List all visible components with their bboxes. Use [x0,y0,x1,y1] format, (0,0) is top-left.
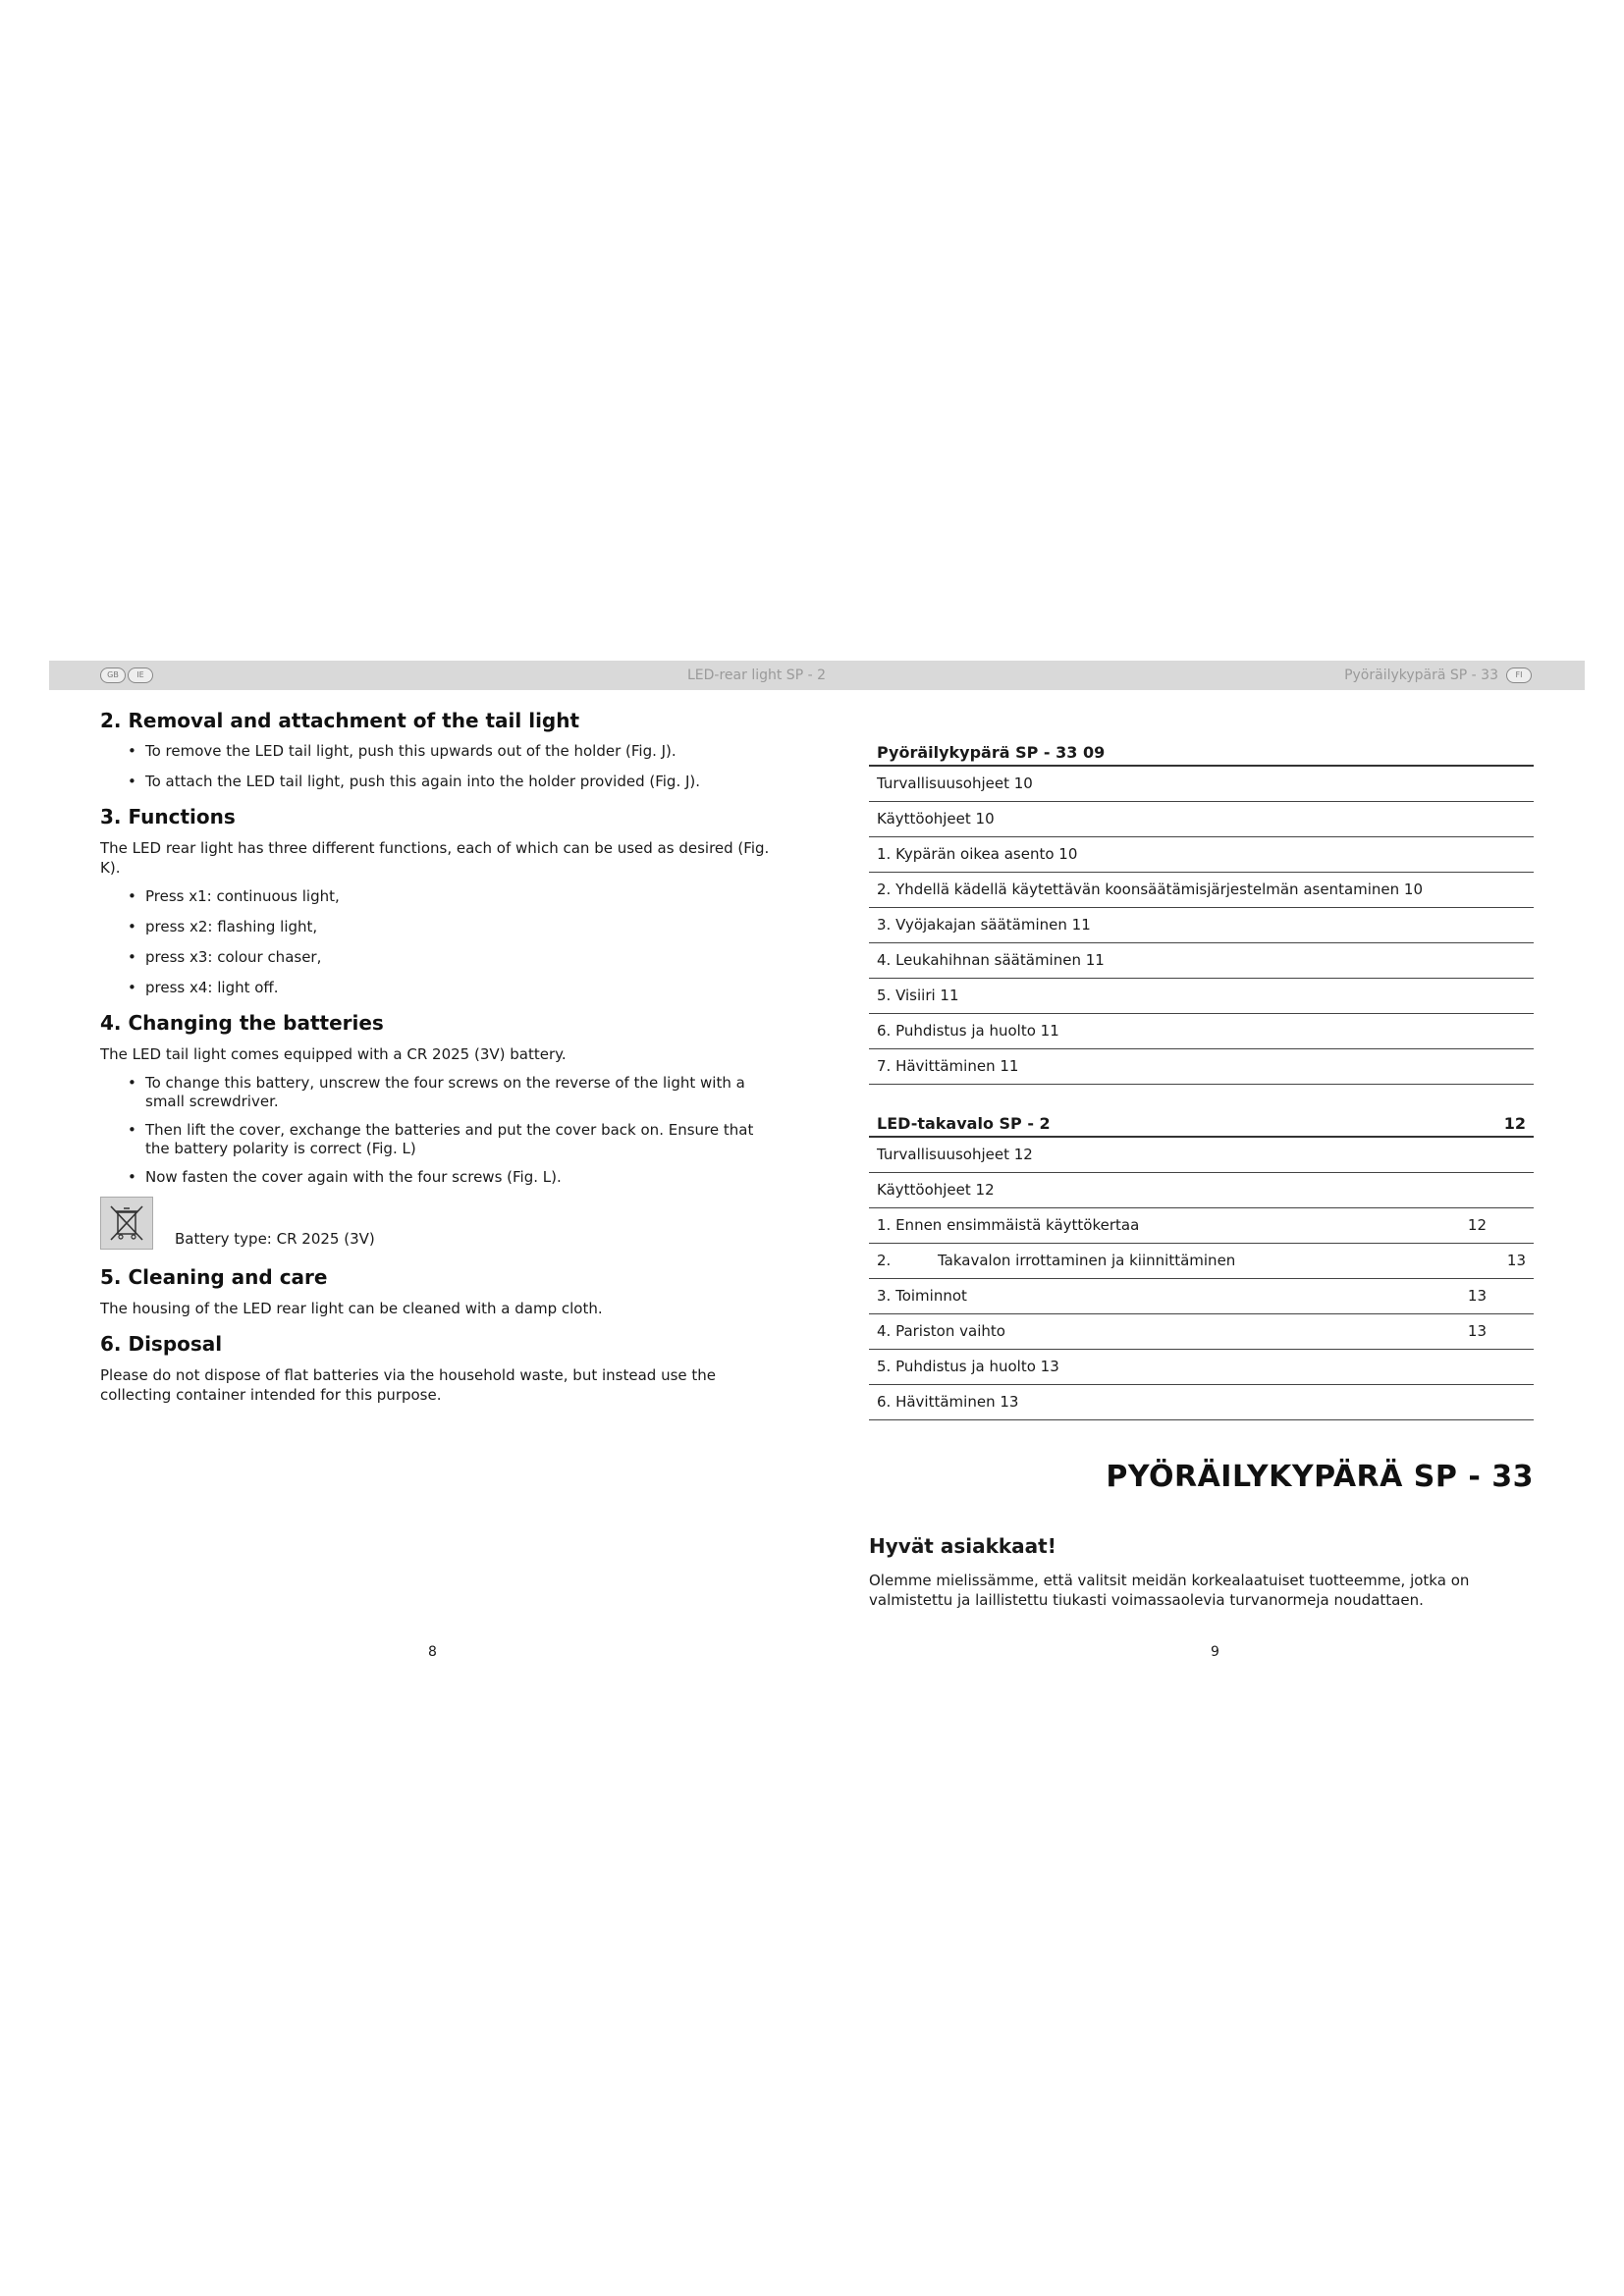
toc-row[interactable] [869,802,1534,837]
section-title: 3. Functions [100,805,236,828]
toc-heading-page: 12 [1503,1114,1526,1133]
section-title: 5. Cleaning and care [100,1265,328,1289]
toc-row[interactable] [869,837,1534,873]
toc-row[interactable] [869,1014,1534,1049]
toc-row-text: 1. Ennen ensimmäistä käyttökertaa [877,1216,1140,1234]
toc-row[interactable] [869,908,1534,943]
toc-row[interactable] [869,1385,1534,1420]
toc-row-text: 4. Pariston vaihto [877,1322,1005,1340]
toc-row[interactable] [869,1173,1534,1208]
toc-row[interactable] [869,1244,1534,1279]
toc-row-text: 3. Vyöjakajan säätäminen 11 [877,916,1091,934]
page-number-left: 8 [428,1644,437,1660]
table-of-contents [869,743,1534,1420]
toc-row-text: 1. Kypärän oikea asento 10 [877,845,1078,863]
left-page [100,709,778,1418]
section-removal [100,709,778,791]
paragraph: Please do not dispose of flat batteries via the household waste, but instead use the collecting container intended for this purpose. [100,1366,717,1404]
paragraph: The housing of the LED rear light can be cleaned with a damp cloth. [100,1300,603,1317]
header-title-left: LED-rear light SP - 2 [687,667,826,683]
toc-row-text: Käyttöohjeet 10 [877,810,995,828]
battery-type: Battery type: CR 2025 (3V) [175,1230,375,1248]
toc-row-text: 7. Hävittäminen 11 [877,1057,1019,1075]
toc-row-page: 12 [1467,1216,1487,1234]
list-item: • To change this battery, unscrew the four screws on the reverse of the light with a small screwdriver. [128,1074,778,1111]
toc-row-text: 3. Toiminnot [877,1287,967,1305]
toc-row[interactable] [869,1279,1534,1314]
toc-row[interactable] [869,1138,1534,1173]
toc-row[interactable] [869,1049,1534,1085]
section-title: 2. Removal and attachment of the tail light [100,709,580,732]
toc-row-text: Käyttöohjeet 12 [877,1181,995,1199]
toc-heading-text: Pyöräilykypärä SP - 33 09 [877,743,1106,762]
header-bar [49,661,1585,690]
section-functions [100,805,778,997]
lang-badge-gb: GB [100,667,126,683]
section-disposal [100,1332,778,1405]
toc-row-text: 4. Leukahihnan säätäminen 11 [877,951,1105,969]
page-number-right: 9 [1211,1644,1219,1660]
toc-heading-led [869,1114,1534,1138]
toc-row-text: Turvallisuusohjeet 10 [877,774,1033,792]
toc-row-text: 6. Puhdistus ja huolto 11 [877,1022,1059,1040]
toc-row[interactable] [869,767,1534,802]
section-batteries [100,1011,778,1250]
toc-row-text: 5. Puhdistus ja huolto 13 [877,1358,1059,1375]
intro-paragraph: Olemme mielissämme, että valitsit meidän korkealaatuiset tuotteemme, jotka on valmistettu ja laillistettu tiukasti voimassaolevia turvanormeja noudattaen. [869,1572,1470,1609]
lang-badge-fi: FI [1506,667,1532,683]
toc-row[interactable] [869,943,1534,979]
list-item: • Then lift the cover, exchange the batteries and put the cover back on. Ensure that the battery polarity is correct (Fig. L) [128,1121,778,1158]
list-item: • press x2: flashing light, [128,918,778,936]
chapter-title: PYÖRÄILYKYPÄRÄ SP - 33 [1106,1460,1534,1494]
section-cleaning [100,1265,778,1318]
crossed-bin-icon [100,1197,153,1250]
toc-row[interactable] [869,1208,1534,1244]
list-item: • Now fasten the cover again with the four screws (Fig. L). [128,1168,778,1187]
list-item: • To attach the LED tail light, push this again into the holder provided (Fig. J). [128,773,778,791]
toc-heading-helmet [869,743,1534,767]
section-title: 4. Changing the batteries [100,1011,384,1035]
toc-row-page: 13 [1467,1287,1487,1305]
toc-row[interactable] [869,873,1534,908]
toc-row-text: 5. Visiiri 11 [877,987,959,1004]
greeting-heading: Hyvät asiakkaat! [869,1534,1056,1558]
toc-row-text: 6. Hävittäminen 13 [877,1393,1019,1411]
toc-row-text: 2. Takavalon irrottaminen ja kiinnittäminen [877,1252,1236,1269]
language-badges [100,667,153,683]
list-item: • press x3: colour chaser, [128,948,778,967]
toc-row[interactable] [869,1314,1534,1350]
battery-info [100,1197,778,1250]
header-title-right: Pyöräilykypärä SP - 33 [1344,667,1498,683]
lang-badge-ie: IE [128,667,153,683]
list-item: • press x4: light off. [128,979,778,997]
list-item: • Press x1: continuous light, [128,887,778,906]
toc-row-text: Turvallisuusohjeet 12 [877,1146,1033,1163]
header-title-right-group [1344,667,1532,683]
section-title: 6. Disposal [100,1332,223,1356]
toc-row-page: 13 [1467,1322,1487,1340]
toc-row-text: 2. Yhdellä kädellä käytettävän koonsäätämisjärjestelmän asentaminen 10 [877,881,1424,898]
toc-row-page: 13 [1506,1252,1526,1269]
toc-row[interactable] [869,1350,1534,1385]
toc-heading-text: LED-takavalo SP - 2 [877,1114,1051,1133]
list-item: • To remove the LED tail light, push this upwards out of the holder (Fig. J). [128,742,778,761]
toc-row[interactable] [869,979,1534,1014]
paragraph: The LED rear light has three different functions, each of which can be used as desired (Fig. K). [100,839,770,877]
paragraph: The LED tail light comes equipped with a CR 2025 (3V) battery. [100,1045,567,1063]
